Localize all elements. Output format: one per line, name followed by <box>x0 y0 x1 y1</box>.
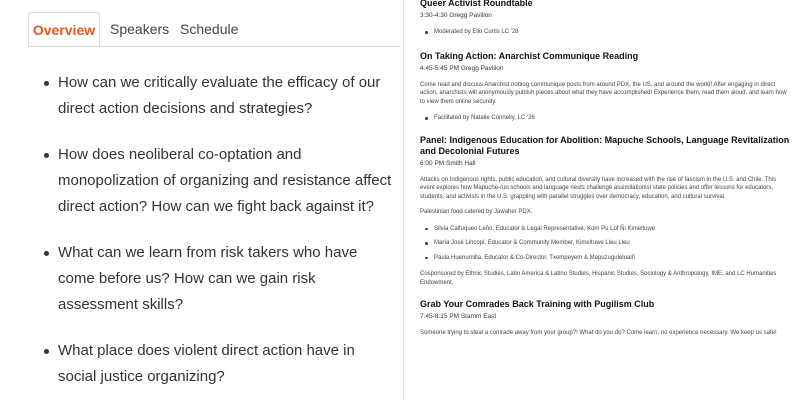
event-anarchist-reading <box>420 51 792 123</box>
event-bullet <box>420 239 792 248</box>
event-time: 3:30-4:30 Gregg Pavilion <box>420 12 492 19</box>
event-title: Panel: Indigenous Education for Abolition: Mapuche Schools, Language Revitalization and Decolonial Futures <box>420 134 790 156</box>
question-text: How does neoliberal co-optation and monopolization of organizing and resistance affect direct action? How can we fight back against it? <box>58 146 392 215</box>
event-description: Attacks on Indigenous rights, public education, and cultural diversity have increased with the rise of fascism in the U.S. and Chile. This event explores how Mapuche-run schools and language nests challenge assimilationist state policies and offer lessons for educators, students, and activists in the U.S. grappling with parallel struggles over democracy, education, and cultural survival. <box>420 176 777 200</box>
bullet-icon <box>44 153 49 158</box>
event-title: Grab Your Comrades Back Training with Pugilism Club <box>420 299 655 309</box>
question-list <box>42 70 392 400</box>
question-text: What can we learn from risk takers who have come before us? How can we gain risk assessment skills? <box>58 244 358 313</box>
bullet-icon <box>425 242 428 245</box>
event-bullet-text: Silvia Calfuqueo Leño, Educator & Legal Representative, Kom Pu Lof Ñi Kimeltuwe <box>434 225 656 232</box>
schedule-panel <box>420 0 792 400</box>
question-item <box>42 142 392 220</box>
event-queer-roundtable <box>420 0 792 37</box>
event-bullet <box>420 28 792 37</box>
event-bullets <box>420 28 792 37</box>
pane-divider <box>403 0 404 400</box>
event-catering-note: Palestinian food catered by Jawaher PDX. <box>420 209 533 215</box>
event-time: 6:00 PM Smith Hall <box>420 159 476 167</box>
bullet-icon <box>44 81 49 86</box>
tab-speakers[interactable]: Speakers <box>110 21 170 37</box>
question-item <box>42 70 392 122</box>
event-bullet-text: Paula Huenumilla, Educator & Co-Director, Txempeyem & Mapuzuguleluaiñ <box>434 254 635 261</box>
question-text: How can we critically evaluate the efficacy of our direct action decisions and strategies? <box>58 74 381 117</box>
event-time: 4:45-5:45 PM Gregg Pavilion <box>420 64 504 72</box>
tab-schedule[interactable]: Schedule <box>180 21 239 37</box>
event-title: Queer Activist Roundtable <box>420 0 533 8</box>
event-title: On Taking Action: Anarchist Communique Reading <box>420 50 639 61</box>
event-bullet <box>420 254 792 263</box>
event-bullet <box>420 225 792 234</box>
tab-bar <box>28 12 400 47</box>
event-sponsors: Cosponsored by Ethnic Studies, Latin America & Latino Studies, Hispanic Studies, Sociology & Anthropology, IME, and LC Humanities Endowment. <box>420 271 777 286</box>
question-text: What place does violent direct action have in social justice organizing? <box>58 342 355 385</box>
event-bullet-text: Moderated by Elio Curtis LC '28 <box>434 29 519 35</box>
bullet-icon <box>425 31 428 34</box>
event-time: 7:45-8:15 PM Stamm East <box>420 313 497 320</box>
event-description: Someone trying to steal a comrade away from your group?! What do you do? Come learn, no experience necessary. We keep us safe! <box>420 330 777 336</box>
bullet-icon <box>44 251 49 256</box>
bullet-icon <box>425 228 428 231</box>
question-item <box>42 338 392 390</box>
bullet-icon <box>425 117 428 120</box>
event-indigenous-panel <box>420 135 792 288</box>
event-bullet-text: Facilitated by Natalie Connelly, LC '26 <box>434 115 535 121</box>
event-bullets <box>420 225 792 263</box>
event-bullet <box>420 114 792 123</box>
event-bullet-text: María José Lincopi, Educator & Community Member, Kimeltuwe Lleu Lleu <box>434 240 630 246</box>
event-bullets <box>420 114 792 123</box>
bullet-icon <box>425 257 428 260</box>
question-item <box>42 240 392 318</box>
bullet-icon <box>44 349 49 354</box>
tab-overview[interactable]: Overview <box>28 12 100 46</box>
event-pugilism-club <box>420 299 792 338</box>
event-description: Come read and discuss Anarchist noblog communique posts from around PDX, the US, and around the world! After engaging in direct action, anarchists will anonymously publish pieces about what they have accomplished! Experience them, read them aloud, and learn how to view them online securely. <box>420 81 787 105</box>
